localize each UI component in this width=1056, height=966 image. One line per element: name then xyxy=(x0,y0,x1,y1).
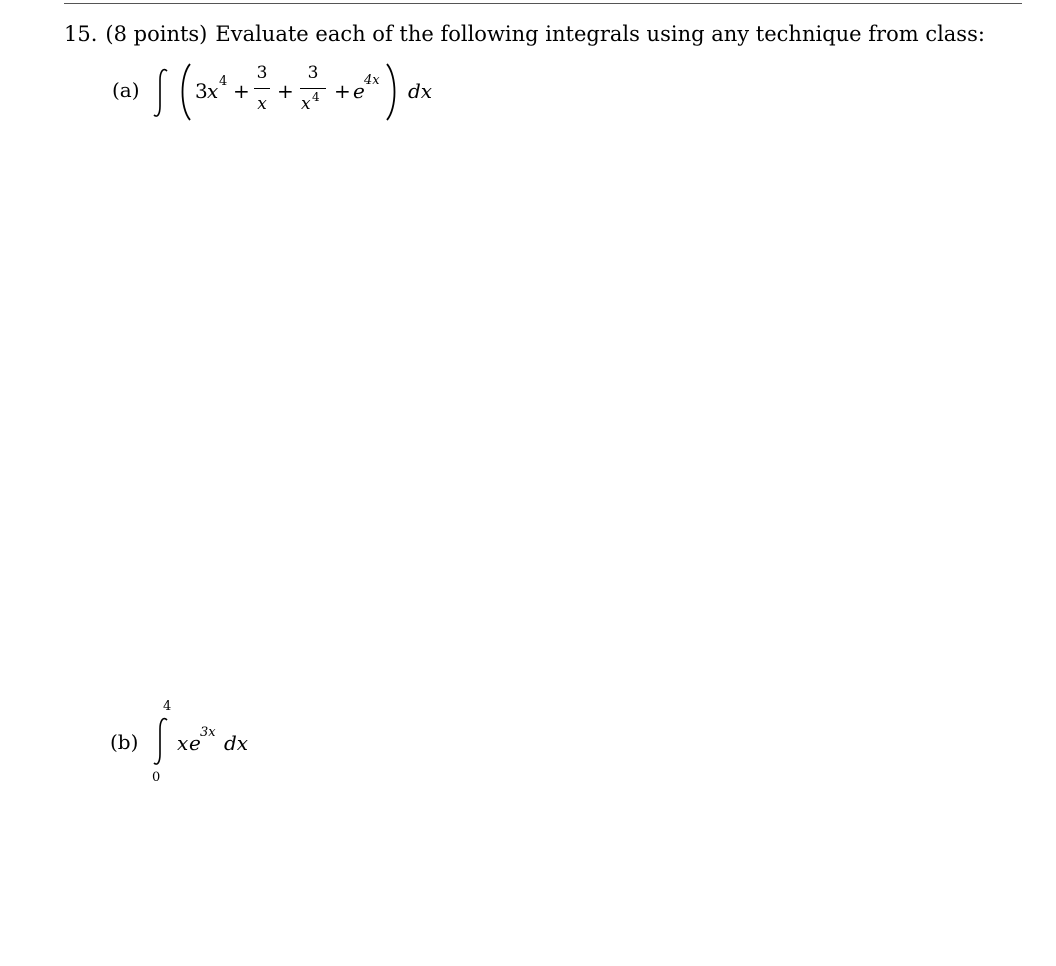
frac2-numerator: 3 xyxy=(307,63,319,83)
top-rule xyxy=(64,3,1022,4)
differential: dx xyxy=(408,79,433,103)
frac2-denominator-var: x xyxy=(301,94,311,114)
frac2-denominator-exp: 4 xyxy=(312,90,320,104)
part-b-label: (b) xyxy=(110,730,139,754)
part-a-label: (a) xyxy=(112,78,140,102)
left-paren xyxy=(178,62,192,122)
definite-integral-sign xyxy=(150,716,172,768)
problem-number: 15. xyxy=(64,22,98,46)
frac1-denominator: x xyxy=(257,94,267,114)
exp-base: e xyxy=(353,79,365,103)
plus-1: + xyxy=(233,79,250,103)
lower-limit: 0 xyxy=(152,770,161,785)
integral-sign xyxy=(150,66,172,120)
differential-b: dx xyxy=(224,731,249,755)
plus-2: + xyxy=(277,79,294,103)
plus-3: + xyxy=(334,79,351,103)
exp-power-b: 3x xyxy=(200,725,216,740)
term1-coeff: 3 xyxy=(195,79,208,103)
problem-heading xyxy=(64,22,985,46)
exp-power: 4x xyxy=(364,73,380,88)
right-paren xyxy=(385,62,399,122)
frac2-bar xyxy=(300,88,326,89)
term1-var: x xyxy=(207,79,219,103)
problem-points: (8 points) xyxy=(105,22,208,46)
exp-base-b: e xyxy=(189,731,201,755)
integrand-var: x xyxy=(177,731,189,755)
frac1-numerator: 3 xyxy=(256,63,268,83)
frac1-bar xyxy=(254,88,270,89)
upper-limit: 4 xyxy=(163,699,172,714)
term1-exp: 4 xyxy=(219,74,228,89)
problem-instruction: Evaluate each of the following integrals using any technique from class: xyxy=(215,22,985,46)
